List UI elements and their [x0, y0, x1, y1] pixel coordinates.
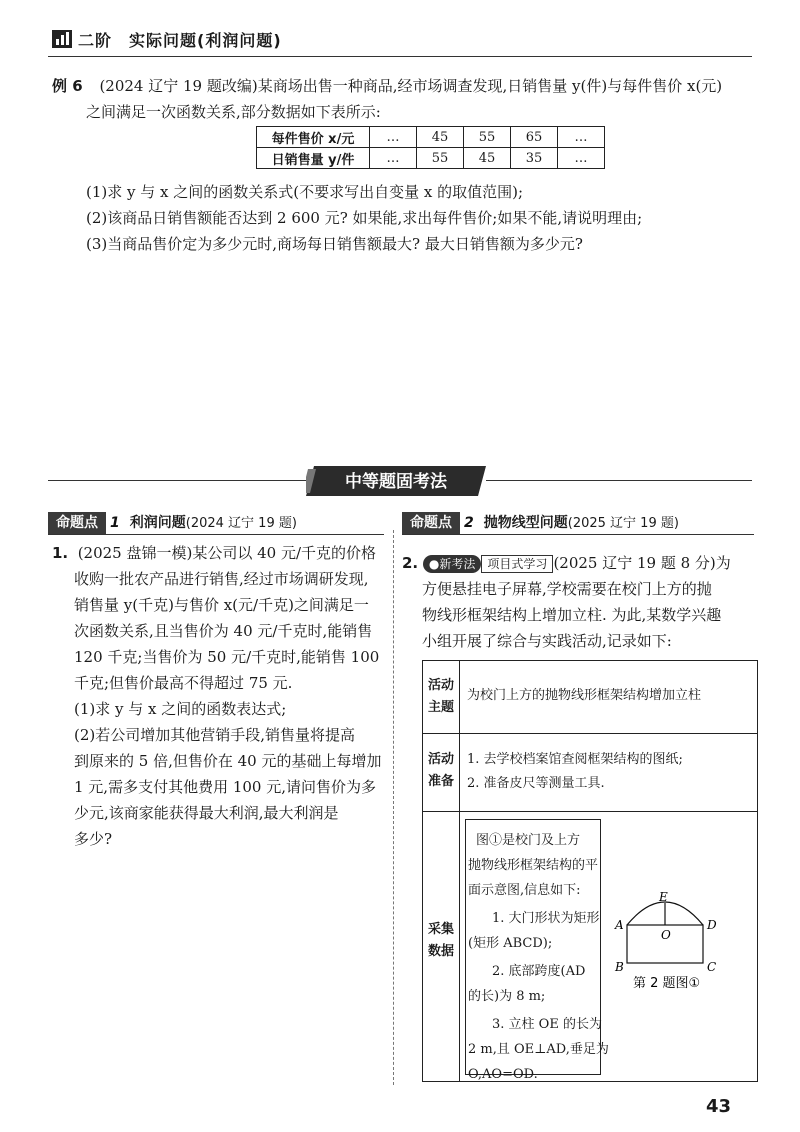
problem-line: 到原来的 5 倍,但售价在 40 元的基础上每增加	[74, 752, 382, 770]
topic-rule-2	[402, 534, 754, 535]
question-1: (1)求 y 与 x 之间的函数关系式(不要求写出自变量 x 的取值范围);	[86, 183, 524, 201]
problem-line: 120 千克;当售价为 50 元/千克时,能销售 100	[74, 648, 380, 666]
info-line: 图①是校门及上方	[476, 833, 581, 848]
problem-line: (2)若公司增加其他营销手段,销售量将提高	[74, 726, 356, 744]
question-3: (3)当商品售价定为多少元时,商场每日销售额最大? 最大日销售额为多少元?	[86, 235, 583, 253]
problem-line: 次函数关系,且当售价为 40 元/千克时,能销售	[74, 622, 373, 640]
problem-1	[52, 540, 381, 852]
table-row	[257, 127, 605, 148]
table-cell: 55	[417, 148, 464, 169]
example-source: (2024 辽宁 19 题改编)	[99, 77, 258, 95]
example-6-line1	[52, 74, 722, 99]
problem-line: 收购一批农产品进行销售,经过市场调研发现,	[74, 570, 369, 588]
prep-item: 1. 去学校档案馆查阅框架结构的图纸;	[467, 752, 683, 767]
new-method-badge: ●新考法	[423, 555, 482, 573]
topic-source: (2025 辽宁 19 题)	[567, 516, 679, 531]
table-cell: 35	[511, 148, 558, 169]
info-line: 的长)为 8 m;	[468, 989, 546, 1004]
table-cell: …	[558, 148, 605, 169]
problem-line: (2025 辽宁 19 题 8 分)为	[553, 554, 731, 572]
header-rule	[48, 56, 752, 57]
lightbulb-icon: ●	[428, 557, 440, 571]
prep-label: 活动 准备	[427, 752, 454, 789]
table-cell: …	[370, 148, 417, 169]
problem-number: 2.	[402, 554, 419, 572]
topic-key: 命题点	[48, 512, 106, 534]
topic-tag-1	[48, 512, 297, 534]
problem-line: 物线形框架结构上增加立柱. 为此,某数学兴趣	[422, 606, 722, 624]
topic-title: 抛物线型问题	[483, 515, 568, 531]
point-d-label: D	[707, 918, 717, 932]
problem-line: 多少?	[74, 830, 113, 848]
info-line: 1. 大门形状为矩形	[492, 911, 600, 926]
table-row	[257, 148, 605, 169]
topic-number: 1	[106, 512, 124, 534]
topic-title: 利润问题	[129, 515, 186, 531]
point-o-label: O	[661, 928, 671, 942]
table-row-label: 日销售量 y/件	[257, 148, 370, 169]
info-line: 面示意图,信息如下:	[468, 883, 581, 898]
table-cell: …	[558, 127, 605, 148]
column-divider	[393, 530, 394, 1085]
table-cell: 45	[464, 148, 511, 169]
problem-line: 方便悬挂电子屏幕,学校需要在校门上方的抛	[422, 580, 712, 598]
point-b-label: B	[615, 960, 624, 974]
table-cell: 55	[464, 127, 511, 148]
banner-title: 中等题固考法	[345, 472, 447, 492]
example-text-1: 某商场出售一种商品,经市场调查发现,日销售量 y(件)与每件售价 x(元)	[257, 77, 723, 95]
info-line: 2. 底部跨度(AD	[492, 964, 586, 979]
topic-source: (2024 辽宁 19 题)	[185, 516, 297, 531]
info-line: 2 m,且 OE⊥AD,垂足为	[468, 1042, 609, 1057]
activity-record-table	[422, 660, 758, 1082]
data-table	[256, 126, 605, 169]
theme-label: 活动 主题	[427, 678, 454, 715]
bar-chart-icon	[52, 30, 72, 48]
theme-text: 为校门上方的抛物线形框架结构增加立柱	[467, 688, 702, 703]
table-cell: 65	[511, 127, 558, 148]
point-a-label: A	[615, 918, 624, 932]
question-2: (2)该商品日销售额能否达到 2 600 元? 如果能,求出每件售价;如果不能,请说明理由;	[86, 209, 643, 227]
banner-rule-right	[486, 480, 752, 481]
problem-line: (1)求 y 与 x 之间的函数表达式;	[74, 700, 287, 718]
info-line: 3. 立柱 OE 的长为	[492, 1017, 602, 1032]
table-row-label: 每件售价 x/元	[257, 127, 370, 148]
section-header: 二阶 实际问题(利润问题)	[78, 31, 282, 50]
topic-key: 命题点	[402, 512, 460, 534]
problem-line: 千克;但售价最高不得超过 75 元.	[74, 674, 293, 692]
data-label: 采集 数据	[427, 922, 454, 959]
topic-number: 2	[460, 512, 478, 534]
problem-line: 销售量 y(千克)与售价 x(元/千克)之间满足一	[74, 596, 369, 614]
topic-rule-1	[48, 534, 384, 535]
problem-2	[402, 550, 731, 654]
table-cell: 45	[417, 127, 464, 148]
problem-line: 少元,该商家能获得最大利润,最大利润是	[74, 804, 339, 822]
figure-caption: 第 2 题图①	[633, 976, 701, 991]
problem-line: (2025 盘锦一模)某公司以 40 元/千克的价格	[77, 544, 377, 562]
data-info-box	[465, 819, 609, 1082]
point-c-label: C	[707, 960, 717, 974]
info-line: (矩形 ABCD);	[468, 936, 553, 951]
example-number: 例 6	[52, 77, 83, 95]
problem-line: 1 元,需多支付其他费用 100 元,请问售价为多	[74, 778, 377, 796]
problem-number: 1.	[52, 544, 69, 562]
project-learning-badge: 项目式学习	[481, 555, 553, 573]
topic-tag-2	[402, 512, 679, 534]
example-text-2: 之间满足一次函数关系,部分数据如下表所示:	[86, 103, 381, 121]
table-cell: …	[370, 127, 417, 148]
section-banner	[306, 465, 486, 497]
info-line: 抛物线形框架结构的平	[468, 858, 599, 873]
info-line: O,AO=OD.	[468, 1067, 538, 1082]
point-e-label: E	[659, 891, 668, 904]
banner-rule-left	[48, 480, 306, 481]
page-number: 43	[706, 1096, 732, 1117]
gate-figure	[605, 891, 755, 1019]
problem-line: 小组开展了综合与实践活动,记录如下:	[422, 632, 672, 650]
prep-item: 2. 准备皮尺等测量工具.	[467, 776, 605, 791]
